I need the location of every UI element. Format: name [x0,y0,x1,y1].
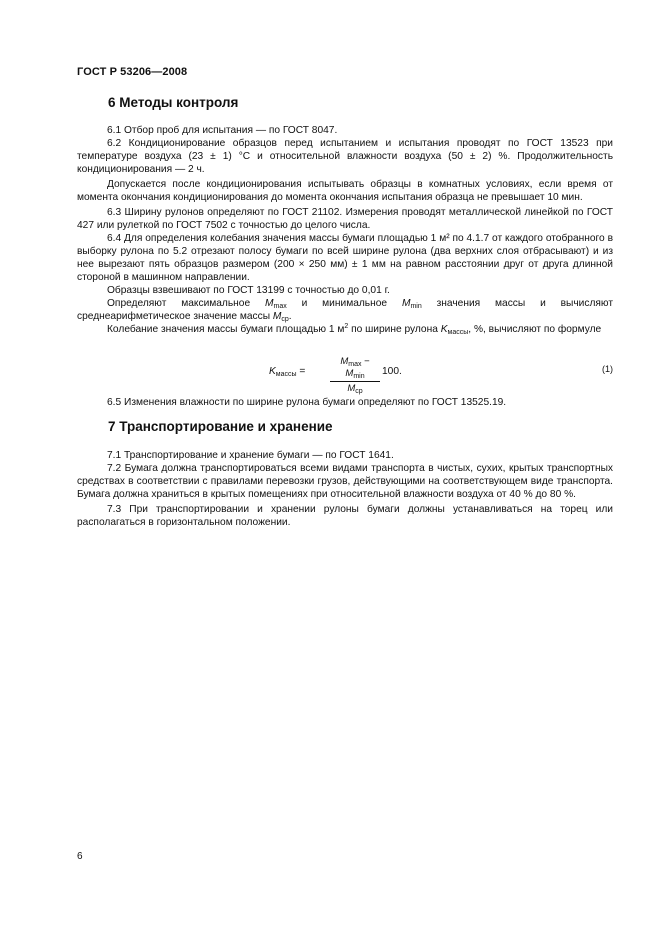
formula-numerator: $M_{max} - M_{min}$ [330,356,380,382]
section-6-body [77,124,613,336]
page-number: 6 [77,851,83,862]
formula-lhs: $K_{массы}$ = [269,366,306,378]
paragraph-6-4: 6.4 Для определения колебания значения массы бумаги площадью 1 м² по 4.1.7 от каждого отобранного в выборку рулона по 5.2 отрезают полосу бумаги по всей ширине рулона (два верхних слоя отбрасывают) и из нее вырезают пять образцов размером (200 × 250 мм) ± 1 мм на равном расстоянии друг от друга длинной стороной в машинном направлении. [77,233,613,283]
equation-number: (1) [602,364,613,374]
paragraph-6-4-variation: Колебание значения массы бумаги площадью 1 $м^2$ по ширине рулона $K_{массы}$, %, вычисляют по формуле [107,323,602,336]
document-header: ГОСТ Р 53206—2008 [77,66,188,78]
formula-denominator: $M_{ср}$ [347,383,363,395]
formula-mass-variation [269,356,449,395]
section-7-title: 7 Транспортирование и хранение [108,419,333,434]
paragraph-6-4-weighing: Образцы взвешивают по ГОСТ 13199 с точностью до 0,01 г. [107,285,390,296]
section-6-title: 6 Методы контроля [108,95,239,110]
formula-multiplier: 100. [382,366,402,377]
paragraph-6-2: 6.2 Кондиционирование образцов перед испытанием и испытания проводят по ГОСТ 13523 при температуре воздуха (23 ± 1) °С и относительной влажности воздуха (50 ± 2) %. Продолжительность кондиционирования — 2 ч. [77,138,613,175]
paragraph-6-5: 6.5 Изменения влажности по ширине рулона бумаги определяют по ГОСТ 13525.19. [107,397,507,408]
paragraph-6-4-mean: Определяют максимальное $M_{max}$ и минимальное $M_{min}$ значения массы и вычисляют среднеарифметическое значение массы $M_{ср}$. [77,298,614,323]
section-7-body [77,449,613,529]
paragraph-6-2-note: Допускается после кондиционирования испытывать образцы в комнатных условиях, если время от момента окончания кондиционирования до момента окончания испытания образца не превышает 10 мин. [77,179,613,203]
formula-fraction [330,356,380,395]
paragraph-7-3: 7.3 При транспортировании и хранении рулоны бумаги должны устанавливаться на торец или располагаться в горизонтальном положении. [77,504,613,528]
paragraph-7-2: 7.2 Бумага должна транспортироваться всеми видами транспорта в чистых, сухих, крытых транспортных средствах в соответствии с правилами перевозки грузов, действующими на соответствующем виде транспорта. Бумага должна храниться в крытых помещениях при относительной влажности воздуха от 40 % до 80 %. [77,463,613,500]
paragraph-6-1: 6.1 Отбор проб для испытания — по ГОСТ 8047. [107,125,338,136]
paragraph-6-3: 6.3 Ширину рулонов определяют по ГОСТ 21102. Измерения проводят металлической линейкой по ГОСТ 427 или рулеткой по ГОСТ 7502 с точностью до целого числа. [77,207,613,231]
paragraph-7-1: 7.1 Транспортирование и хранение бумаги — по ГОСТ 1641. [107,450,394,461]
